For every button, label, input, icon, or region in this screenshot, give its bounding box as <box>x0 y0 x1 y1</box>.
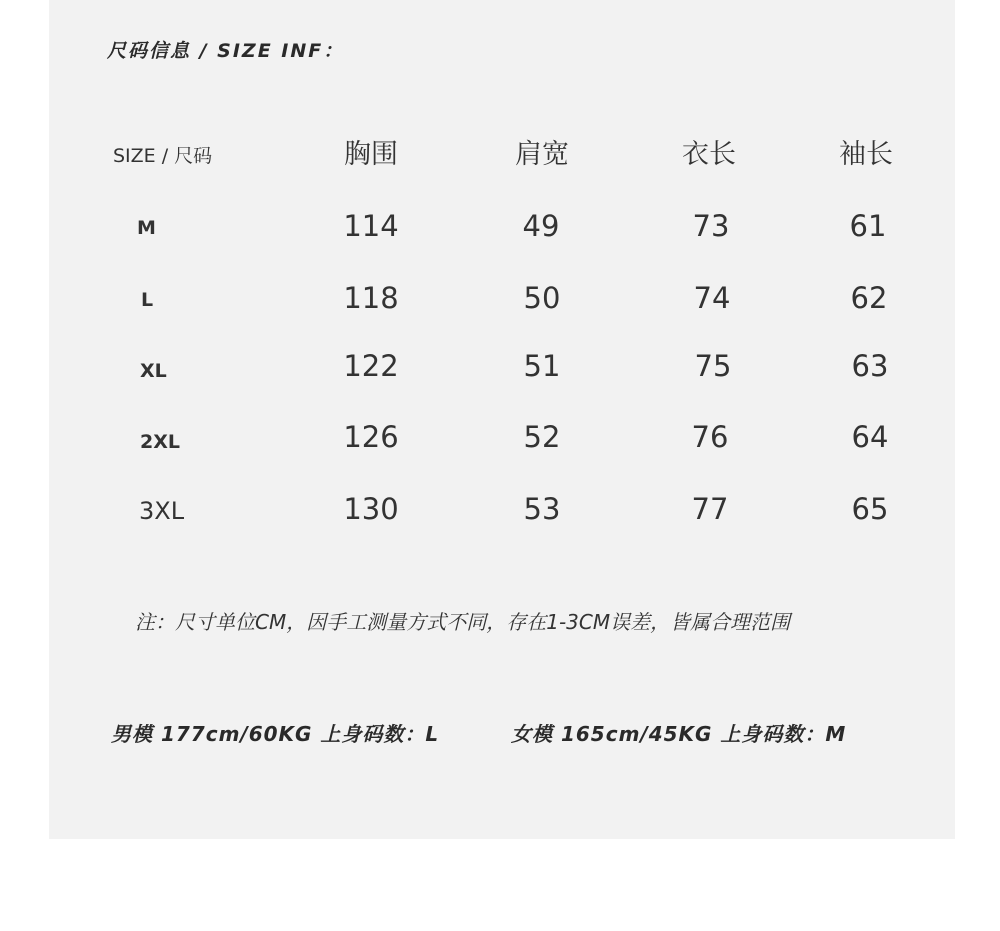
shoulder-value: 51 <box>523 349 561 383</box>
female-model-info: 女模 165cm/45KG 上身码数：M <box>511 722 847 746</box>
length-value: 73 <box>692 209 730 243</box>
sleeve-value: 62 <box>850 281 888 315</box>
shoulder-value: 52 <box>523 420 561 454</box>
chest-value: 130 <box>343 492 399 526</box>
length-value: 77 <box>691 492 729 526</box>
sleeve-value: 65 <box>851 492 889 526</box>
length-value: 76 <box>691 420 729 454</box>
sleeve-value: 63 <box>851 349 889 383</box>
header-size: SIZE / 尺码 <box>113 145 213 167</box>
chest-value: 122 <box>343 349 399 383</box>
size-label: L <box>141 289 154 311</box>
page-title: 尺码信息 / SIZE INF： <box>107 40 345 62</box>
measurement-note: 注：尺寸单位CM，因手工测量方式不同，存在1-3CM误差，皆属合理范围 <box>135 610 791 634</box>
header-sleeve: 袖长 <box>839 139 893 170</box>
shoulder-value: 49 <box>522 209 560 243</box>
chest-value: 126 <box>343 420 399 454</box>
sleeve-value: 64 <box>851 420 889 454</box>
size-label: M <box>137 217 156 239</box>
header-shoulder: 肩宽 <box>515 139 569 170</box>
shoulder-value: 53 <box>523 492 561 526</box>
size-info-card <box>49 0 955 839</box>
header-length: 衣长 <box>682 139 736 170</box>
length-value: 74 <box>693 281 731 315</box>
size-label: XL <box>140 360 167 382</box>
length-value: 75 <box>694 349 732 383</box>
size-label: 3XL <box>139 497 185 525</box>
chest-value: 118 <box>343 281 399 315</box>
male-model-info: 男模 177cm/60KG 上身码数：L <box>111 722 440 746</box>
chest-value: 114 <box>343 209 399 243</box>
size-label: 2XL <box>140 431 180 453</box>
sleeve-value: 61 <box>849 209 887 243</box>
shoulder-value: 50 <box>523 281 561 315</box>
header-chest: 胸围 <box>344 139 398 170</box>
